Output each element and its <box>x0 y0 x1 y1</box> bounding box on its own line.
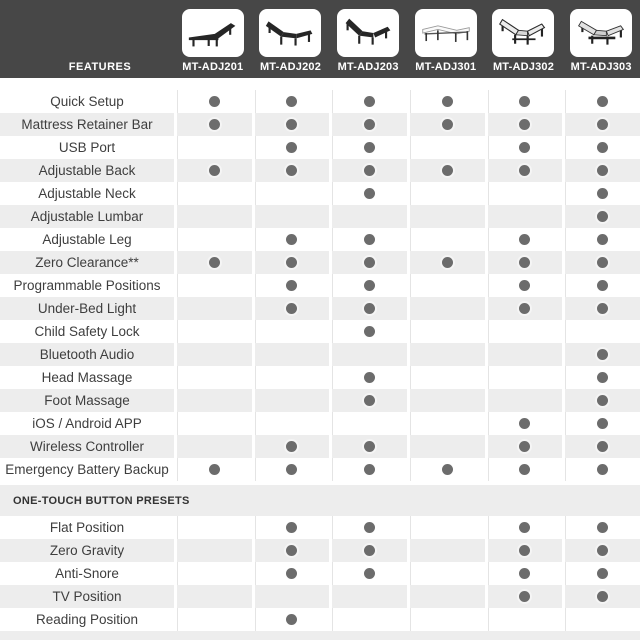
feature-cell <box>562 389 640 412</box>
table-row <box>0 562 640 585</box>
included-dot-icon <box>597 303 608 314</box>
table-row <box>0 90 640 113</box>
table-row <box>0 516 640 539</box>
table-header <box>0 0 640 78</box>
feature-cell <box>252 458 330 481</box>
included-dot-icon <box>519 568 530 579</box>
included-dot-icon <box>442 464 453 475</box>
included-dot-icon <box>597 418 608 429</box>
feature-label: Foot Massage <box>0 389 174 412</box>
product-column-mt-adj201 <box>174 0 252 78</box>
feature-cell <box>562 251 640 274</box>
included-dot-icon <box>286 441 297 452</box>
feature-cell <box>252 136 330 159</box>
table-row <box>0 159 640 182</box>
product-column-mt-adj203 <box>329 0 407 78</box>
feature-cell <box>252 113 330 136</box>
table-row <box>0 136 640 159</box>
product-image-mt-adj201[interactable] <box>182 9 244 57</box>
feature-cell <box>329 113 407 136</box>
included-dot-icon <box>364 395 375 406</box>
feature-cell <box>485 608 563 631</box>
feature-cell <box>562 182 640 205</box>
table-row <box>0 458 640 481</box>
included-dot-icon <box>286 614 297 625</box>
included-dot-icon <box>597 568 608 579</box>
included-dot-icon <box>519 96 530 107</box>
feature-cell <box>407 539 485 562</box>
product-column-mt-adj303 <box>562 0 640 78</box>
feature-cell <box>485 366 563 389</box>
included-dot-icon <box>597 234 608 245</box>
feature-label: Adjustable Lumbar <box>0 205 174 228</box>
feature-cell <box>174 516 252 539</box>
feature-cell <box>407 366 485 389</box>
table-row <box>0 320 640 343</box>
feature-cell <box>252 539 330 562</box>
table-row <box>0 113 640 136</box>
feature-label: Zero Clearance** <box>0 251 174 274</box>
included-dot-icon <box>286 234 297 245</box>
feature-cell <box>407 274 485 297</box>
feature-cell <box>562 516 640 539</box>
feature-cell <box>174 562 252 585</box>
feature-cell <box>252 228 330 251</box>
included-dot-icon <box>286 96 297 107</box>
table-row <box>0 412 640 435</box>
feature-cell <box>407 159 485 182</box>
feature-cell <box>174 136 252 159</box>
feature-cell <box>407 113 485 136</box>
feature-cell <box>485 412 563 435</box>
feature-cell <box>252 343 330 366</box>
feature-cell <box>562 539 640 562</box>
feature-label: Emergency Battery Backup <box>0 458 174 481</box>
included-dot-icon <box>597 119 608 130</box>
included-dot-icon <box>286 119 297 130</box>
feature-cell <box>329 585 407 608</box>
product-image-mt-adj202[interactable] <box>259 9 321 57</box>
feature-cell <box>252 90 330 113</box>
feature-cell <box>174 412 252 435</box>
table-row <box>0 251 640 274</box>
feature-cell <box>329 366 407 389</box>
feature-cell <box>174 159 252 182</box>
included-dot-icon <box>364 441 375 452</box>
product-image-mt-adj303[interactable] <box>570 9 632 57</box>
included-dot-icon <box>364 372 375 383</box>
feature-cell <box>174 251 252 274</box>
feature-cell <box>562 458 640 481</box>
included-dot-icon <box>364 568 375 579</box>
product-model-label: MT-ADJ201 <box>182 61 244 73</box>
feature-cell <box>485 562 563 585</box>
included-dot-icon <box>364 280 375 291</box>
included-dot-icon <box>364 119 375 130</box>
table-row <box>0 435 640 458</box>
feature-cell <box>174 366 252 389</box>
included-dot-icon <box>364 522 375 533</box>
feature-label: TV Position <box>0 585 174 608</box>
included-dot-icon <box>286 464 297 475</box>
section-header <box>0 485 640 516</box>
included-dot-icon <box>209 165 220 176</box>
included-dot-icon <box>364 165 375 176</box>
feature-cell <box>174 585 252 608</box>
included-dot-icon <box>519 522 530 533</box>
feature-cell <box>485 320 563 343</box>
feature-cell <box>407 412 485 435</box>
included-dot-icon <box>519 257 530 268</box>
included-dot-icon <box>364 326 375 337</box>
feature-cell <box>329 539 407 562</box>
feature-cell <box>562 366 640 389</box>
product-model-label: MT-ADJ302 <box>492 61 555 73</box>
feature-label: Adjustable Leg <box>0 228 174 251</box>
feature-cell <box>329 251 407 274</box>
feature-cell <box>407 458 485 481</box>
product-image-mt-adj301[interactable] <box>415 9 477 57</box>
included-dot-icon <box>209 96 220 107</box>
product-model-label: MT-ADJ301 <box>415 61 477 73</box>
feature-cell <box>485 539 563 562</box>
included-dot-icon <box>597 257 608 268</box>
included-dot-icon <box>442 96 453 107</box>
feature-cell <box>252 608 330 631</box>
feature-cell <box>329 608 407 631</box>
included-dot-icon <box>597 280 608 291</box>
feature-cell <box>252 562 330 585</box>
included-dot-icon <box>519 464 530 475</box>
feature-cell <box>329 90 407 113</box>
feature-label: Adjustable Back <box>0 159 174 182</box>
feature-cell <box>329 228 407 251</box>
included-dot-icon <box>519 303 530 314</box>
feature-cell <box>329 297 407 320</box>
feature-cell <box>252 320 330 343</box>
bottom-stripe <box>0 631 640 640</box>
features-header-cell <box>0 0 174 78</box>
feature-cell <box>329 458 407 481</box>
feature-cell <box>485 343 563 366</box>
feature-cell <box>329 274 407 297</box>
table-row <box>0 343 640 366</box>
table-row <box>0 539 640 562</box>
included-dot-icon <box>364 545 375 556</box>
feature-cell <box>562 136 640 159</box>
included-dot-icon <box>597 395 608 406</box>
bed-zero-gravity-light-icon <box>496 16 550 50</box>
feature-cell <box>252 366 330 389</box>
feature-cell <box>407 297 485 320</box>
feature-cell <box>407 343 485 366</box>
included-dot-icon <box>519 142 530 153</box>
feature-cell <box>329 389 407 412</box>
table-row <box>0 366 640 389</box>
feature-cell <box>329 343 407 366</box>
feature-cell <box>252 182 330 205</box>
included-dot-icon <box>597 165 608 176</box>
included-dot-icon <box>519 441 530 452</box>
included-dot-icon <box>286 568 297 579</box>
feature-cell <box>329 136 407 159</box>
feature-cell <box>252 159 330 182</box>
included-dot-icon <box>519 280 530 291</box>
feature-label: Mattress Retainer Bar <box>0 113 174 136</box>
included-dot-icon <box>597 211 608 222</box>
feature-cell <box>174 274 252 297</box>
product-model-label: MT-ADJ202 <box>259 61 322 73</box>
feature-cell <box>485 585 563 608</box>
feature-cell <box>174 435 252 458</box>
feature-cell <box>252 205 330 228</box>
included-dot-icon <box>597 464 608 475</box>
feature-cell <box>252 389 330 412</box>
included-dot-icon <box>286 165 297 176</box>
feature-cell <box>485 251 563 274</box>
feature-cell <box>252 585 330 608</box>
feature-cell <box>407 228 485 251</box>
feature-cell <box>174 389 252 412</box>
feature-cell <box>252 297 330 320</box>
product-column-mt-adj301 <box>407 0 485 78</box>
feature-cell <box>329 412 407 435</box>
feature-cell <box>562 159 640 182</box>
feature-cell <box>174 228 252 251</box>
included-dot-icon <box>364 303 375 314</box>
included-dot-icon <box>597 349 608 360</box>
feature-cell <box>174 539 252 562</box>
feature-cell <box>562 343 640 366</box>
product-image-mt-adj302[interactable] <box>492 9 554 57</box>
feature-label: Reading Position <box>0 608 174 631</box>
feature-cell <box>485 516 563 539</box>
included-dot-icon <box>286 257 297 268</box>
feature-cell <box>252 412 330 435</box>
feature-cell <box>407 205 485 228</box>
feature-cell <box>407 562 485 585</box>
table-row <box>0 205 640 228</box>
feature-cell <box>407 435 485 458</box>
feature-cell <box>329 562 407 585</box>
feature-cell <box>485 90 563 113</box>
bed-zero-gravity-mixed-icon <box>574 16 628 50</box>
included-dot-icon <box>597 188 608 199</box>
feature-cell <box>252 516 330 539</box>
feature-label: Adjustable Neck <box>0 182 174 205</box>
feature-cell <box>252 274 330 297</box>
feature-cell <box>174 205 252 228</box>
included-dot-icon <box>442 119 453 130</box>
included-dot-icon <box>597 142 608 153</box>
feature-cell <box>407 585 485 608</box>
feature-cell <box>174 297 252 320</box>
product-image-mt-adj203[interactable] <box>337 9 399 57</box>
included-dot-icon <box>209 119 220 130</box>
feature-cell <box>329 435 407 458</box>
feature-cell <box>562 435 640 458</box>
feature-cell <box>562 562 640 585</box>
bed-flat-head-incline-dark-icon <box>186 16 240 50</box>
table-row <box>0 585 640 608</box>
included-dot-icon <box>442 257 453 268</box>
feature-cell <box>562 585 640 608</box>
table-row <box>0 182 640 205</box>
feature-cell <box>562 320 640 343</box>
feature-label: Anti-Snore <box>0 562 174 585</box>
included-dot-icon <box>364 464 375 475</box>
feature-cell <box>485 136 563 159</box>
table-row <box>0 389 640 412</box>
features-label: FEATURES <box>68 61 132 73</box>
feature-label: Zero Gravity <box>0 539 174 562</box>
feature-label: Flat Position <box>0 516 174 539</box>
feature-cell <box>407 516 485 539</box>
table-row <box>0 228 640 251</box>
feature-label: Under-Bed Light <box>0 297 174 320</box>
feature-cell <box>174 320 252 343</box>
included-dot-icon <box>597 522 608 533</box>
feature-cell <box>485 458 563 481</box>
feature-cell <box>252 251 330 274</box>
feature-cell <box>562 608 640 631</box>
included-dot-icon <box>519 545 530 556</box>
feature-label: Quick Setup <box>0 90 174 113</box>
feature-label: Wireless Controller <box>0 435 174 458</box>
feature-cell <box>485 274 563 297</box>
included-dot-icon <box>519 418 530 429</box>
feature-cell <box>485 389 563 412</box>
feature-label: Child Safety Lock <box>0 320 174 343</box>
table-body <box>0 90 640 631</box>
included-dot-icon <box>364 96 375 107</box>
included-dot-icon <box>364 142 375 153</box>
bed-head-foot-raised-steep-dark-icon <box>341 16 395 50</box>
included-dot-icon <box>286 303 297 314</box>
feature-cell <box>485 297 563 320</box>
feature-cell <box>174 90 252 113</box>
feature-cell <box>407 182 485 205</box>
feature-cell <box>407 136 485 159</box>
product-model-label: MT-ADJ203 <box>337 61 399 73</box>
included-dot-icon <box>364 257 375 268</box>
feature-label: Bluetooth Audio <box>0 343 174 366</box>
feature-cell <box>562 90 640 113</box>
included-dot-icon <box>519 165 530 176</box>
included-dot-icon <box>519 591 530 602</box>
feature-label: Programmable Positions <box>0 274 174 297</box>
product-column-mt-adj302 <box>485 0 563 78</box>
feature-label: iOS / Android APP <box>0 412 174 435</box>
feature-cell <box>407 90 485 113</box>
bed-flat-light-frame-icon <box>419 16 473 50</box>
feature-cell <box>485 182 563 205</box>
included-dot-icon <box>597 372 608 383</box>
feature-cell <box>174 458 252 481</box>
feature-cell <box>174 182 252 205</box>
included-dot-icon <box>286 280 297 291</box>
feature-cell <box>485 159 563 182</box>
feature-cell <box>485 113 563 136</box>
included-dot-icon <box>597 96 608 107</box>
feature-cell <box>174 113 252 136</box>
table-row <box>0 608 640 631</box>
feature-cell <box>562 412 640 435</box>
included-dot-icon <box>286 522 297 533</box>
included-dot-icon <box>519 119 530 130</box>
feature-cell <box>407 251 485 274</box>
feature-cell <box>252 435 330 458</box>
feature-cell <box>562 274 640 297</box>
included-dot-icon <box>364 234 375 245</box>
feature-cell <box>485 228 563 251</box>
table-row <box>0 274 640 297</box>
included-dot-icon <box>209 257 220 268</box>
feature-cell <box>562 228 640 251</box>
feature-cell <box>174 343 252 366</box>
included-dot-icon <box>364 188 375 199</box>
included-dot-icon <box>209 464 220 475</box>
feature-cell <box>485 435 563 458</box>
included-dot-icon <box>286 142 297 153</box>
included-dot-icon <box>597 441 608 452</box>
feature-cell <box>485 205 563 228</box>
included-dot-icon <box>442 165 453 176</box>
feature-cell <box>329 205 407 228</box>
feature-cell <box>329 182 407 205</box>
included-dot-icon <box>286 545 297 556</box>
feature-cell <box>329 516 407 539</box>
table-row <box>0 297 640 320</box>
feature-cell <box>562 297 640 320</box>
included-dot-icon <box>597 545 608 556</box>
feature-cell <box>562 113 640 136</box>
feature-label: USB Port <box>0 136 174 159</box>
feature-cell <box>407 608 485 631</box>
section-title: ONE-TOUCH BUTTON PRESETS <box>13 494 190 507</box>
feature-label: Head Massage <box>0 366 174 389</box>
feature-cell <box>329 320 407 343</box>
product-column-mt-adj202 <box>252 0 330 78</box>
feature-cell <box>329 159 407 182</box>
feature-cell <box>562 205 640 228</box>
included-dot-icon <box>519 234 530 245</box>
included-dot-icon <box>597 591 608 602</box>
product-model-label: MT-ADJ303 <box>570 61 632 73</box>
feature-cell <box>407 389 485 412</box>
bed-head-foot-raised-dark-icon <box>263 16 317 50</box>
feature-cell <box>174 608 252 631</box>
feature-cell <box>407 320 485 343</box>
